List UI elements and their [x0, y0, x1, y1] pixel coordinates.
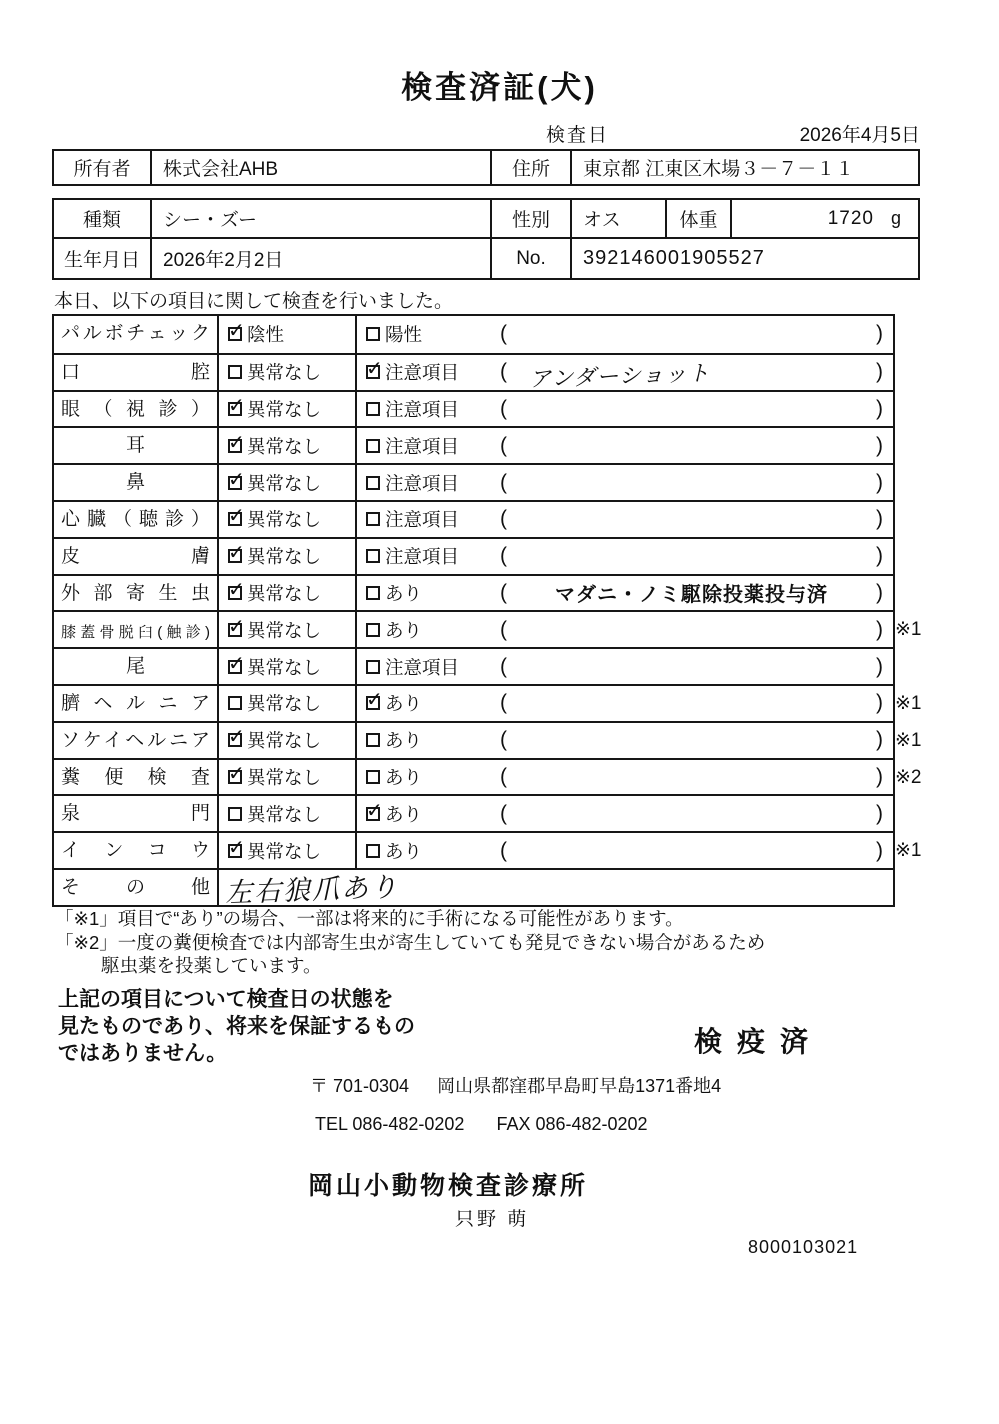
disclaimer-line-1: 上記の項目について検査日の状態を — [58, 988, 394, 1011]
checkbox-icon — [228, 476, 242, 490]
option-2 — [357, 316, 492, 353]
disclaimer-block — [58, 986, 415, 1067]
quarantine-stamp-text: 検疫済 — [694, 1026, 824, 1057]
checkbox-icon — [228, 844, 242, 858]
owner-table — [52, 149, 920, 186]
animal-table-row-2 — [54, 239, 918, 278]
option-2-label: あり — [385, 803, 423, 825]
checkbox-icon — [366, 844, 380, 858]
footnote-mark: ※1 — [895, 729, 922, 751]
item-name: 皮膚 — [54, 539, 219, 574]
intro-text: 本日、以下の項目に関して検査を行いました。 — [54, 291, 454, 312]
checklist-row-fecal-exam — [54, 758, 922, 795]
checkbox-icon — [366, 365, 380, 379]
option-1-label: 異常なし — [247, 582, 322, 604]
checkbox-icon — [228, 402, 242, 416]
checkbox-icon — [228, 623, 242, 637]
checklist-row-umbilical-hernia — [54, 684, 922, 721]
option-1 — [219, 833, 357, 868]
option-2-label: 注意項目 — [385, 656, 460, 678]
option-1 — [219, 428, 357, 463]
checklist-table — [52, 314, 922, 908]
remarks-field — [492, 539, 893, 574]
checkbox-icon — [366, 402, 380, 416]
remarks-field — [492, 576, 893, 611]
option-1-label: 異常なし — [247, 435, 322, 457]
checklist-row-nose — [54, 463, 893, 500]
option-2-label: あり — [385, 693, 423, 715]
checklist-row-mouth — [54, 353, 893, 390]
checklist-row-ears — [54, 426, 893, 463]
clinic-fax: FAX 086-482-0202 — [496, 1114, 648, 1134]
remarks-field — [492, 760, 893, 795]
item-name: その他 — [54, 870, 219, 905]
weight-cell — [732, 200, 918, 237]
footnote-2: 「※2」一度の糞便検査では内部寄生虫が寄生していても発見できない場合があるため — [55, 931, 766, 953]
option-2 — [357, 539, 492, 574]
checkbox-icon — [228, 512, 242, 526]
checklist-row-cryptorchid — [54, 831, 922, 868]
option-2 — [357, 428, 492, 463]
weight-value: 1720 — [827, 207, 874, 229]
option-2-label: 陽性 — [385, 324, 423, 346]
serial-number: 8000103021 — [748, 1237, 859, 1257]
option-2-label: 注意項目 — [385, 398, 460, 420]
option-1 — [219, 316, 357, 353]
option-1 — [219, 539, 357, 574]
option-2 — [357, 612, 492, 647]
checkbox-icon — [228, 365, 242, 379]
option-1-label: 異常なし — [247, 693, 322, 715]
checkbox-icon — [228, 586, 242, 600]
option-1 — [219, 502, 357, 537]
checkbox-icon — [228, 439, 242, 453]
option-2-label: 注意項目 — [385, 472, 460, 494]
option-1 — [219, 576, 357, 611]
checkbox-icon — [366, 807, 380, 821]
item-name: 眼（視診） — [54, 392, 219, 427]
clinic-postal-code: 〒 701-0304 — [310, 1076, 410, 1096]
option-1-label: 異常なし — [247, 730, 322, 752]
animal-table-row-1 — [54, 200, 918, 239]
disclaimer-line-3: ではありません。 — [58, 1042, 228, 1065]
option-1-label: 異常なし — [247, 398, 322, 420]
clinic-representative: 只野 萌 — [455, 1209, 530, 1230]
checkbox-icon — [228, 660, 242, 674]
option-2 — [357, 796, 492, 831]
item-name: 糞便検査 — [54, 760, 219, 795]
option-1 — [219, 796, 357, 831]
owner-label: 所有者 — [54, 151, 152, 184]
option-1 — [219, 649, 357, 684]
option-1 — [219, 686, 357, 721]
option-1-label: 異常なし — [247, 509, 322, 531]
checkbox-icon — [228, 696, 242, 710]
checklist-row-patella — [54, 610, 922, 647]
option-2 — [357, 723, 492, 758]
remarks-field — [492, 723, 893, 758]
option-1-label: 異常なし — [247, 619, 322, 641]
item-name: 膝蓋骨脱臼(触診) — [54, 612, 219, 647]
checklist-row-fontanelle — [54, 794, 893, 831]
inspection-date-label: 検査日 — [546, 124, 610, 146]
checklist-row-parasites — [54, 574, 893, 611]
option-1 — [219, 465, 357, 500]
other-remarks-field — [219, 870, 893, 908]
item-name: 心臓（聴診） — [54, 502, 219, 537]
disclaimer-line-2: 見たものであり、将来を保証するもの — [58, 1015, 415, 1038]
remarks-field — [492, 465, 893, 500]
handwritten-note: 左右狼爪あり — [224, 871, 400, 908]
clinic-address-row — [310, 1072, 721, 1098]
option-2-label: あり — [385, 730, 423, 752]
option-2 — [357, 392, 492, 427]
option-2-label: あり — [385, 582, 423, 604]
footnote-mark: ※2 — [895, 766, 922, 788]
item-name: インコウ — [54, 833, 219, 868]
footnote-2-continued: 駆虫薬を投薬しています。 — [101, 955, 322, 976]
checkbox-icon — [228, 549, 242, 563]
birthdate-value: 2026年2月2日 — [152, 239, 492, 278]
remarks-field — [492, 612, 893, 647]
handwritten-remark: ( アンダーショット — [528, 360, 711, 392]
option-1-label: 異常なし — [247, 362, 322, 384]
checkbox-icon — [366, 696, 380, 710]
item-name: 臍ヘルニア — [54, 686, 219, 721]
weight-label: 体重 — [667, 200, 732, 237]
checkbox-icon — [366, 512, 380, 526]
remarks-field — [492, 502, 893, 537]
sex-label: 性別 — [492, 200, 572, 237]
remarks-field — [492, 392, 893, 427]
remarks-field — [492, 316, 893, 353]
option-1-label: 異常なし — [247, 766, 322, 788]
breed-value: シー・ズー — [152, 200, 492, 237]
clinic-phone-row — [315, 1114, 648, 1135]
option-2 — [357, 686, 492, 721]
option-2-label: あり — [385, 766, 423, 788]
number-label: No. — [492, 239, 572, 278]
inspection-date-row — [490, 120, 920, 146]
item-name: 口腔 — [54, 355, 219, 390]
option-1-label: 異常なし — [247, 472, 322, 494]
checkbox-icon — [366, 476, 380, 490]
remarks-field — [492, 833, 893, 868]
birthdate-label: 生年月日 — [54, 239, 152, 278]
option-2 — [357, 760, 492, 795]
checkbox-icon — [366, 549, 380, 563]
option-1 — [219, 760, 357, 795]
remarks-field — [492, 649, 893, 684]
option-1 — [219, 612, 357, 647]
remarks-field — [492, 428, 893, 463]
option-1 — [219, 392, 357, 427]
footnotes-block — [55, 907, 765, 978]
option-2 — [357, 465, 492, 500]
checklist-row-heart — [54, 500, 893, 537]
checkbox-icon — [228, 327, 242, 341]
footnote-mark: ※1 — [895, 619, 922, 641]
number-value: 392146001905527 — [583, 247, 765, 269]
remarks-field — [492, 796, 893, 831]
option-2 — [357, 355, 492, 390]
option-2 — [357, 833, 492, 868]
checkbox-icon — [366, 586, 380, 600]
weight-unit: g — [890, 208, 901, 228]
sex-value: オス — [572, 200, 667, 237]
option-2 — [357, 576, 492, 611]
checklist-row-parvo — [54, 316, 893, 353]
checkbox-icon — [366, 770, 380, 784]
animal-table — [52, 198, 920, 280]
checkbox-icon — [228, 770, 242, 784]
remarks-field — [492, 355, 893, 390]
option-1-label: 異常なし — [247, 840, 322, 862]
clinic-name: 岡山小動物検査診療所 — [308, 1172, 589, 1200]
checkbox-icon — [366, 623, 380, 637]
checkbox-icon — [366, 733, 380, 747]
option-1-label: 異常なし — [247, 803, 322, 825]
footnote-mark: ※1 — [895, 692, 922, 714]
option-1 — [219, 723, 357, 758]
option-2-label: 注意項目 — [385, 362, 460, 384]
footnote-mark: ※1 — [895, 840, 922, 862]
clinic-tel: TEL 086-482-0202 — [315, 1114, 465, 1134]
breed-label: 種類 — [54, 200, 152, 237]
option-2-label: 注意項目 — [385, 435, 460, 457]
option-2 — [357, 502, 492, 537]
address-label: 住所 — [492, 151, 572, 184]
option-1-label: 陰性 — [247, 324, 285, 346]
option-2-label: あり — [385, 619, 423, 641]
option-1-label: 異常なし — [247, 546, 322, 568]
item-name: 尾 — [54, 649, 219, 684]
remarks-field — [492, 686, 893, 721]
checkbox-icon — [366, 327, 380, 341]
option-2-label: 注意項目 — [385, 546, 460, 568]
checkbox-icon — [366, 660, 380, 674]
checklist-row-inguinal-hernia — [54, 721, 922, 758]
option-2-label: 注意項目 — [385, 509, 460, 531]
checklist-row-skin — [54, 537, 893, 574]
item-name: ソケイヘルニア — [54, 723, 219, 758]
inspection-date-value: 2026年4月5日 — [799, 124, 920, 146]
item-name: 耳 — [54, 428, 219, 463]
item-name: パルボチェック — [54, 316, 219, 353]
page-title: 検査済証(犬) — [401, 70, 598, 105]
address-value: 東京都 江東区木場３－７－１１ — [583, 159, 855, 180]
checkbox-icon — [228, 733, 242, 747]
item-name: 泉門 — [54, 796, 219, 831]
option-1-label: 異常なし — [247, 656, 322, 678]
option-1 — [219, 355, 357, 390]
option-2 — [357, 649, 492, 684]
option-2-label: あり — [385, 840, 423, 862]
checklist-row-eyes — [54, 390, 893, 427]
clinic-address: 岡山県都窪郡早島町早島1371番地4 — [437, 1076, 722, 1096]
footnote-1: 「※1」項目で“あり”の場合、一部は将来的に手術になる可能性があります。 — [55, 908, 684, 929]
checklist-row-tail — [54, 647, 893, 684]
owner-value: 株式会社AHB — [152, 151, 492, 184]
item-name: 外部寄生虫 — [54, 576, 219, 611]
item-name: 鼻 — [54, 465, 219, 500]
checkbox-icon — [366, 439, 380, 453]
remarks-text: ( マダニ・ノミ駆除投薬投与済 — [555, 584, 828, 607]
checkbox-icon — [228, 807, 242, 821]
checklist-row-other — [54, 868, 893, 908]
